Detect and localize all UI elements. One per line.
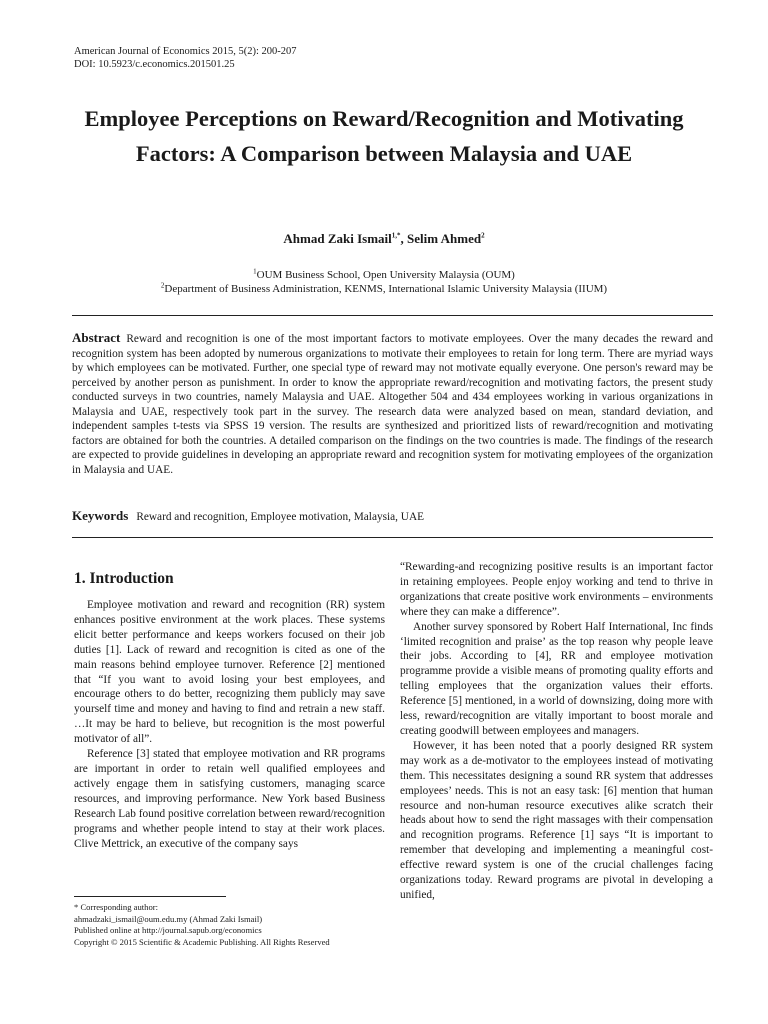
paragraph: Reference [3] stated that employee motivation and RR programs are important in order to retain well qualified employees and actively engage them in satisfying customers, managing scarce resources, and improving performance. New York based Business Research Lab found positive correlation between reward/recognition programs and whether people intend to stay at their work places. Clive Mettrick, an executive of the company says — [74, 748, 385, 850]
paragraph: Employee motivation and reward and recognition (RR) system enhances positive environment at the work places. These systems elicit better performance and keeps workers focused on their job duties [1]. Lack of reward and recognition is cited as one of the main reasons behind employee turnover. Reference [2] mentioned that “If you want to avoid losing your best employees, and encourage others to do better, recognizing them publicly may save yourself time and money and having to find and retrain a new staff. …It may be hard to believe, but recognition is the most powerful motivator of all”. — [74, 599, 385, 746]
affiliations — [0, 268, 768, 296]
right-column — [400, 560, 713, 903]
author-2-sup: 2 — [481, 231, 485, 240]
abstract-divider — [72, 537, 713, 538]
abstract — [72, 331, 713, 477]
affiliation-2: $^2$Department of Business Administration, KENMS, International Islamic University Malaysia (IIUM) — [160, 281, 608, 295]
keywords — [72, 508, 713, 524]
footnote-email: ahmadzaki_ismail@oum.edu.my (Ahmad Zaki Ismail) — [74, 913, 263, 924]
paragraph: “Rewarding-and recognizing positive results is an important factor in retaining employees. People enjoy working and tend to thrive in organizations that create positive work environments – environments where they can make a difference”. — [400, 561, 713, 618]
authors — [0, 231, 768, 247]
footnote-copyright: Copyright © 2015 Scientific & Academic Publishing. All Rights Reserved — [74, 937, 330, 948]
journal-header — [74, 45, 297, 71]
footnote-published: Published online at http://journal.sapub.org/economics — [74, 925, 262, 936]
keywords-label: Keywords — [72, 508, 129, 523]
abstract-label: Abstract — [72, 330, 121, 345]
journal-citation: American Journal of Economics 2015, 5(2): 200-207 — [74, 46, 297, 57]
paper-title: Employee Perceptions on Reward/Recognition and Motivating Factors: A Comparison between Malaysia and UAE — [84, 106, 684, 166]
keywords-text: Reward and recognition, Employee motivation, Malaysia, UAE — [136, 511, 425, 523]
footnote — [74, 902, 330, 949]
author-1-sup: 1,* — [391, 231, 401, 240]
paragraph: However, it has been noted that a poorly designed RR system may work as a de-motivator to the employees instead of motivating them. This necessitates designing a sound RR system that addresses employees’ needs. This is not an easy task: [6] mention that human resource and non-human resource executives alike scratch their heads about how to send the right massages with their compensation and recognition programs. Reference [1] says “It is important to remember that developing and implementing a meaningful cost-effective reward system is one of the crucial challenges facing organizations today. Reward programs are pivotal in developing a unified, — [400, 739, 713, 901]
abstract-text: Reward and recognition is one of the most important factors to motivate employees. Over the many decades the reward and recognition system has been adopted by numerous organizations to motivate their employees to retain for long term. There are myriad ways by which employees can be motivated. Further, one special type of reward may not motivate equally everyone. One person's reward may be perceived by another person as punishment. In order to know the appropriate reward/recognition and motivating factors, the present study conducted surveys in two countries, namely Malaysia and UAE. Altogether 504 and 434 employees working in various organizations in Malaysia and UAE, respectively took part in the survey. The research data were analyzed based on mean, standard deviation, and independent samples t-tests via SPSS 19 version. The results are synthesized and prioritized lists of reward/recognition and motivating factors are obtained for both the countries. A detailed comparison on the findings on the two countries is made. The findings of the research are expected to provide guidelines in developing an appropriate reward and recognition system for motivating employees of the organization in Malaysia and UAE. — [72, 333, 713, 476]
affiliation-1: $^1$OUM Business School, Open University Malaysia (OUM) — [253, 267, 515, 281]
section-title: 1. Introduction — [74, 570, 174, 587]
left-column — [74, 598, 385, 851]
author-2: Selim Ahmed — [407, 231, 482, 246]
doi: DOI: 10.5923/c.economics.201501.25 — [74, 59, 235, 70]
author-separator: , — [400, 231, 408, 246]
top-divider — [72, 315, 713, 316]
paragraph: Another survey sponsored by Robert Half International, Inc finds ‘limited recognition and praise’ as the top reason why people leave their jobs. According to [4], RR and employee motivation programme provide a visible means of promoting quality efforts and telling employees that the organization values their efforts. Reference [5] mentioned, in a world of downsizing, doing more with less, reward/recognition are vitally important to boost morale and creating goodwill between employees and managers. — [400, 620, 713, 737]
footnote-corresponding: * Corresponding author: — [74, 902, 159, 912]
footnote-divider — [74, 896, 226, 897]
author-1: Ahmad Zaki Ismail — [283, 231, 392, 246]
